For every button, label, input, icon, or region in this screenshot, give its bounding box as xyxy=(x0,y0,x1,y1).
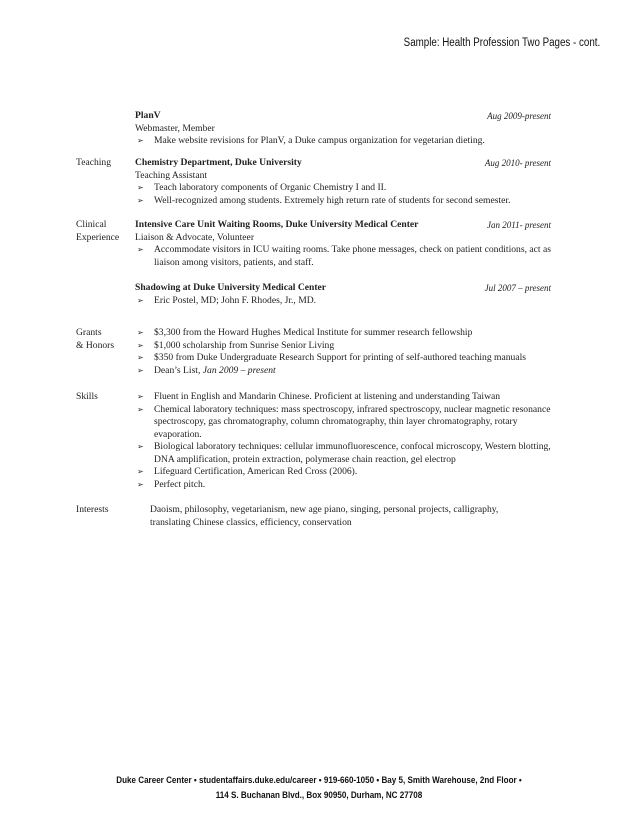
bullet: ➢ Teach laboratory components of Organic Chemistry I and II. xyxy=(135,182,551,195)
teaching-section xyxy=(76,157,551,207)
footer-line-1: Duke Career Center • studentaffairs.duke.edu/career • 919-660-1050 • Bay 5, Smith Warehouse, 2nd Floor • xyxy=(116,775,522,786)
bullet: ➢ Perfect pitch. xyxy=(135,479,551,492)
bullet: ➢ Lifeguard Certification, American Red Cross (2006). xyxy=(135,466,551,479)
org: PlanV xyxy=(135,110,161,121)
role: Teaching Assistant xyxy=(135,169,208,181)
bullet xyxy=(135,365,551,378)
planv-section xyxy=(76,110,551,148)
bullet: ➢ Chemical laboratory techniques: mass spectroscopy, infrared spectroscopy, nuclear magnetic resonance spectroscopy, gas chromatography, column chromatography, thin layer chromatography, rotary evaporation. xyxy=(135,404,551,442)
bullet: ➢ Fluent in English and Mandarin Chinese. Proficient at listening and understanding Taiwan xyxy=(135,391,551,404)
section-label: Skills xyxy=(76,391,98,402)
bullet: ➢ Eric Postel, MD; John F. Rhodes, Jr., MD. xyxy=(135,295,551,308)
bullet: ➢ Make website revisions for PlanV, a Duke campus organization for vegetarian dieting. xyxy=(135,135,551,148)
date: Jan 2011- present xyxy=(487,220,551,230)
interests-section xyxy=(76,504,551,529)
interests-text: Daoism, philosophy, vegetarianism, new age piano, singing, personal projects, calligraphy, translating Chinese classics, efficiency, conservation xyxy=(150,504,499,528)
bullet: ➢ $1,000 scholarship from Sunrise Senior Living xyxy=(135,340,551,353)
page-header: Sample: Health Profession Two Pages - cont. xyxy=(403,37,600,49)
grants-section xyxy=(76,327,551,377)
section-label: & Honors xyxy=(76,339,115,351)
bullet: ➢ $350 from Duke Undergraduate Research Support for printing of self-authored teaching manuals xyxy=(135,352,551,365)
role: Webmaster, Member xyxy=(135,122,215,134)
org: Shadowing at Duke University Medical Center xyxy=(135,282,327,293)
bullet: ➢ Biological laboratory techniques: cellular immunofluorescence, confocal microscopy, Western blotting, DNA amplification, protein extraction, polymerase chain reaction, gel electrop xyxy=(135,441,551,466)
org: Chemistry Department, Duke University xyxy=(135,157,302,168)
section-label: Experience xyxy=(76,231,120,243)
date: Jul 2007 – present xyxy=(484,283,551,293)
section-label: Teaching xyxy=(76,157,112,168)
section-label: Clinical xyxy=(76,219,107,230)
footer-line-2: 114 S. Buchanan Blvd., Box 90950, Durham, NC 27708 xyxy=(215,790,423,801)
skills-section xyxy=(76,391,551,491)
shadowing-section xyxy=(76,282,551,307)
bullet: ➢ Well-recognized among students. Extremely high return rate of students for second semester. xyxy=(135,195,551,208)
clinical-section xyxy=(76,219,551,269)
deans-date: Jan 2009 – present xyxy=(202,364,276,376)
bullet: ➢ $3,300 from the Howard Hughes Medical Institute for summer research fellowship xyxy=(135,327,551,340)
bullet: ➢ Accommodate visitors in ICU waiting rooms. Take phone messages, check on patient conditions, act as liaison among visitors, patients, and staff. xyxy=(135,244,551,269)
section-label: Grants xyxy=(76,327,102,338)
org: Intensive Care Unit Waiting Rooms, Duke University Medical Center xyxy=(135,219,419,230)
section-label: Interests xyxy=(76,504,109,515)
date: Aug 2009-present xyxy=(487,111,551,121)
bullet-text: Dean’s List, xyxy=(154,364,203,376)
date: Aug 2010- present xyxy=(484,158,551,168)
role: Liaison & Advocate, Volunteer xyxy=(135,231,255,243)
